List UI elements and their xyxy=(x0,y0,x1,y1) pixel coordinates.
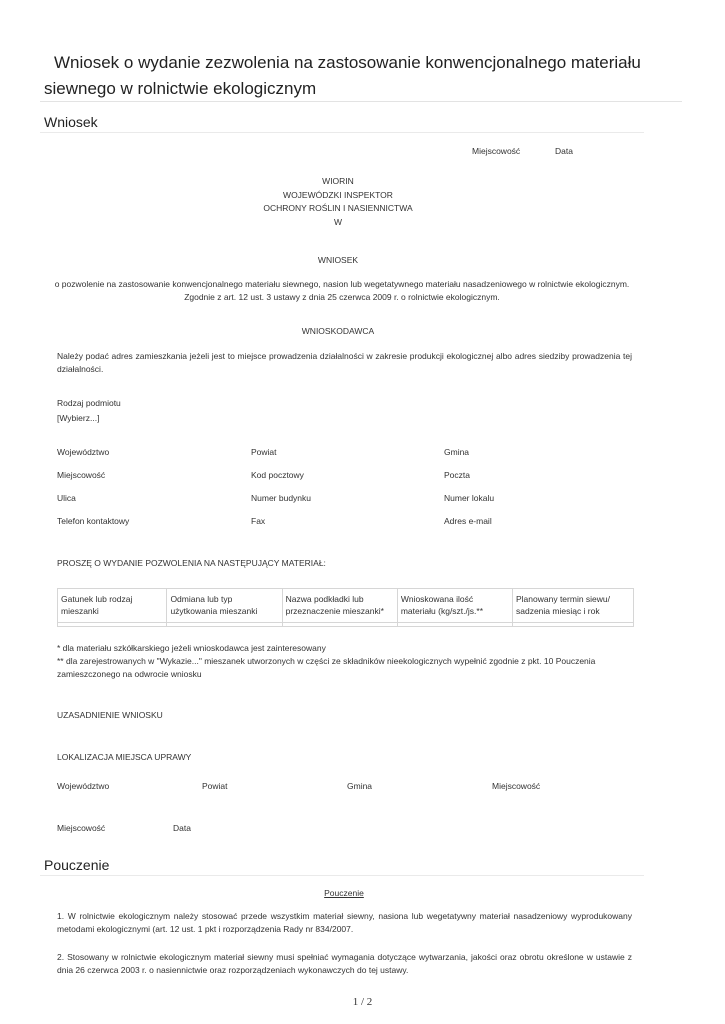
table-cell[interactable] xyxy=(397,623,512,627)
section-divider xyxy=(40,132,644,133)
footnote: * dla materiału szkółkarskiego jeżeli wnioskodawca jest zainteresowany xyxy=(57,643,326,653)
field-label-numer-budynku: Numer budynku xyxy=(251,493,312,503)
location-label-wojewodztwo: Województwo xyxy=(57,781,110,791)
field-label-gmina: Gmina xyxy=(444,447,470,457)
justification-heading: UZASADNIENIE WNIOSKU xyxy=(57,710,163,720)
table-header-row xyxy=(58,589,634,623)
document-title: Wniosek o wydanie zezwolenia na zastosowanie konwencjonalnego materiału siewnego w rolnictwie ekologicznym xyxy=(44,53,641,98)
table-cell[interactable] xyxy=(167,623,282,627)
location-label-gmina: Gmina xyxy=(347,781,373,791)
entity-type-select[interactable]: [Wybierz...] xyxy=(57,413,100,423)
signature-date-label: Data xyxy=(173,823,191,833)
addressee-line: OCHRONY ROŚLIN I NASIENNICTWA xyxy=(263,203,413,213)
field-label-numer-lokalu: Numer lokalu xyxy=(444,493,495,503)
pouczenie-title: Pouczenie xyxy=(324,888,364,898)
material-table xyxy=(57,588,634,627)
field-label-kod-pocztowy: Kod pocztowy xyxy=(251,470,304,480)
field-label-poczta: Poczta xyxy=(444,470,470,480)
addressee-line: WIORIN xyxy=(322,176,354,186)
field-label-ulica: Ulica xyxy=(57,493,76,503)
table-header-cell: Gatunek lub rodzaj mieszanki xyxy=(58,589,167,623)
request-text-line: o pozwolenie na zastosowanie konwencjonalnego materiału siewnego, nasion lub wegetatywnego materiału nasadzeniowego w rolnictwie ekologicznym. xyxy=(54,279,630,289)
table-cell[interactable] xyxy=(513,623,634,627)
table-header-cell: Planowany termin siewu/ sadzenia miesiąc i rok xyxy=(513,589,634,623)
section-heading-pouczenie: Pouczenie xyxy=(44,857,110,873)
field-label-telefon: Telefon kontaktowy xyxy=(57,516,130,526)
request-heading: WNIOSEK xyxy=(317,255,359,265)
footnotes xyxy=(57,642,632,681)
location-label-miejscowosc: Miejscowość xyxy=(492,781,541,791)
field-label-powiat: Powiat xyxy=(251,447,277,457)
addressee-line: W xyxy=(333,216,343,227)
location-heading: LOKALIZACJA MIEJSCA UPRAWY xyxy=(57,752,192,762)
material-heading: PROSZĘ O WYDANIE POZWOLENIA NA NASTĘPUJĄCY MATERIAŁ: xyxy=(57,558,326,568)
table-header-cell: Wnioskowana ilość materiału (kg/szt./js.** xyxy=(397,589,512,623)
pouczenie-paragraph: 2. Stosowany w rolnictwie ekologicznym materiał siewny musi spełniać wymagania dotyczące wytwarzania, jakości oraz obrotu określone w ustawie z dnia 26 czerwca 2003 r. o nasiennictwie oraz rozporządzeniach wykonawczych do tej ustawy. xyxy=(57,952,632,975)
table-row xyxy=(58,623,634,627)
location-label-powiat: Powiat xyxy=(202,781,228,791)
table-header-cell: Odmiana lub typ użytkowania mieszanki xyxy=(167,589,282,623)
table-header-cell: Nazwa podkładki lub przeznaczenie mieszanki* xyxy=(282,589,397,623)
signature-place-label: Miejscowość xyxy=(57,823,106,833)
pouczenie-paragraph: 1. W rolnictwie ekologicznym należy stosować przede wszystkim materiał siewny, nasiona lub wegetatywny materiał nasadzeniowy wyprodukowany metodami ekologicznymi (art. 12 ust. 1 pkt i rozporządzenia Rady nr 834/2007. xyxy=(57,911,632,934)
applicant-note: Należy podać adres zamieszkania jeżeli jest to miejsce prowadzenia działalności w zakresie produkcji ekologicznej albo adres siedziby prowadzenia tej działalności. xyxy=(57,351,632,374)
field-label-fax: Fax xyxy=(251,516,266,526)
field-label-miejscowosc: Miejscowość xyxy=(57,470,106,480)
field-label-wojewodztwo: Województwo xyxy=(57,447,110,457)
table-cell[interactable] xyxy=(282,623,397,627)
request-text-line: Zgodnie z art. 12 ust. 3 ustawy z dnia 25 czerwca 2009 r. o rolnictwie ekologicznym. xyxy=(184,292,500,302)
title-divider xyxy=(40,101,682,102)
addressee-line: WOJEWÓDZKI INSPEKTOR xyxy=(283,189,393,200)
section-divider xyxy=(40,875,644,876)
section-heading-wniosek: Wniosek xyxy=(44,114,98,130)
field-label-email: Adres e-mail xyxy=(444,516,492,526)
place-label: Miejscowość xyxy=(472,146,521,156)
request-text xyxy=(40,278,644,304)
applicant-heading: WNIOSKODAWCA xyxy=(301,326,375,336)
addressee-block xyxy=(238,175,438,229)
entity-type-label: Rodzaj podmiotu xyxy=(57,398,121,408)
footnote: ** dla zarejestrowanych w "Wykazie..." mieszanek utworzonych w części ze składników nieekologicznych wypełnić zgodnie z pkt. 10 Pouczenia zamieszczonego na odwrocie wniosku xyxy=(57,656,596,679)
date-label: Data xyxy=(555,146,573,156)
table-cell[interactable] xyxy=(58,623,167,627)
page-indicator: 1 / 2 xyxy=(352,996,373,1008)
